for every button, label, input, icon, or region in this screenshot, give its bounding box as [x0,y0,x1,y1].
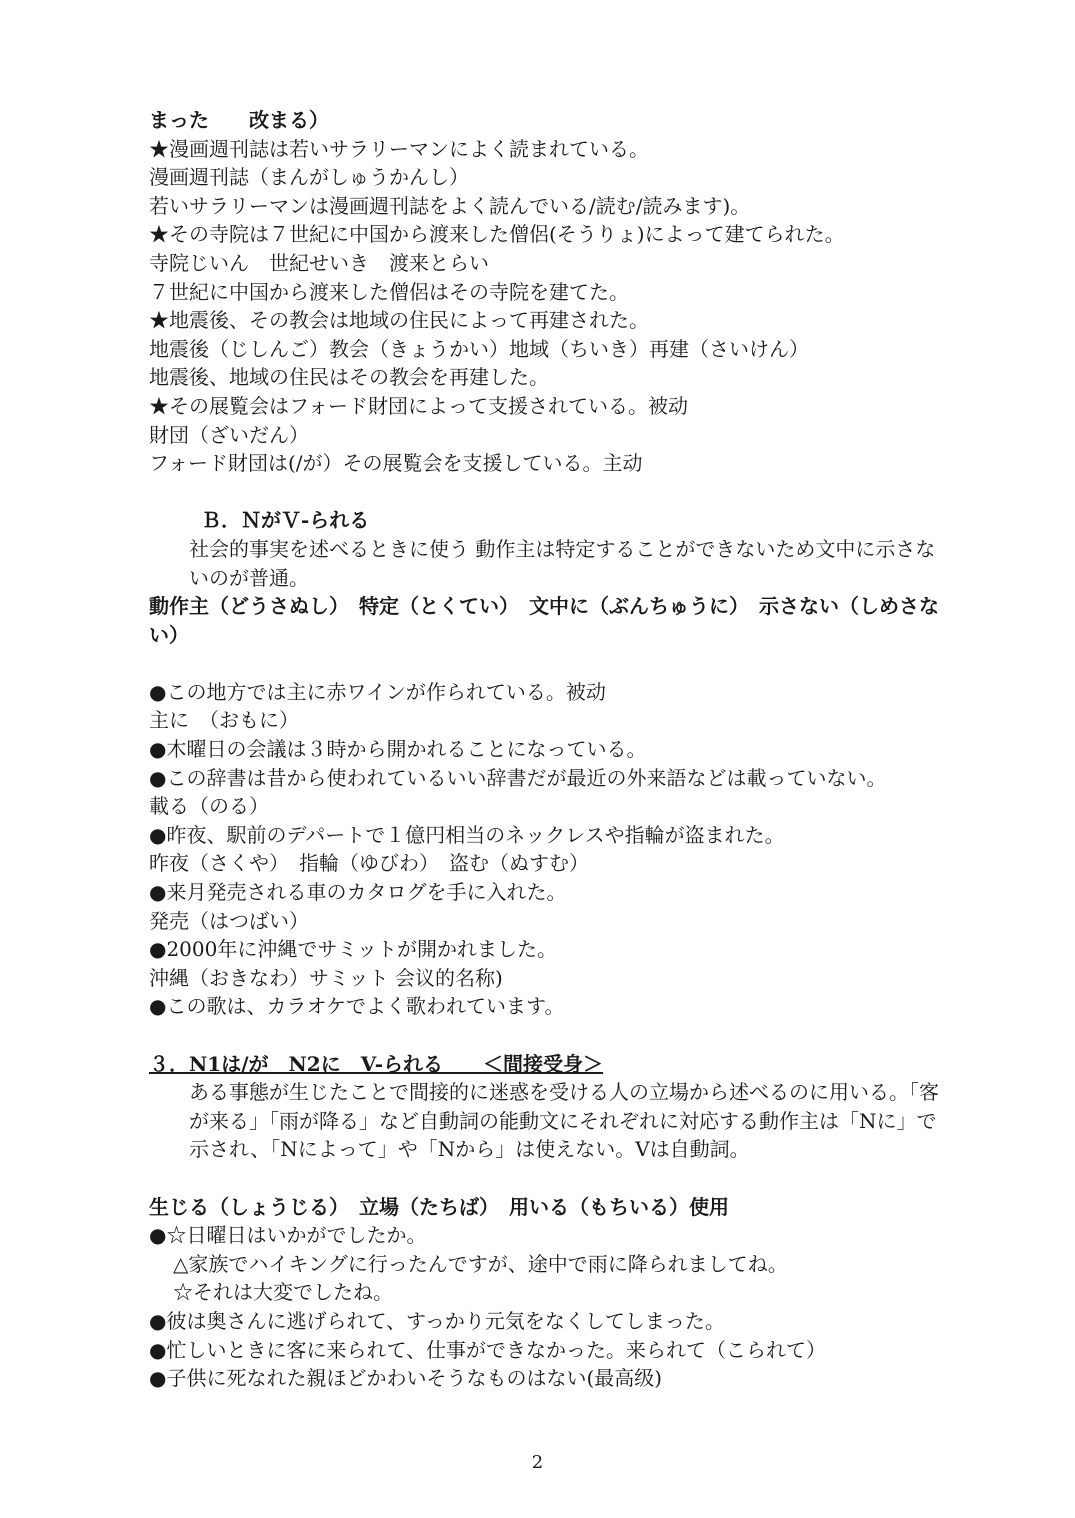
dialogue-line: ☆それは大変でしたね。 [173,1280,393,1305]
vocab-line: 昨夜（さくや） 指輪（ゆびわ） 盗む（ぬすむ） [149,851,589,876]
text-line: 地震後、地域の住民はその教会を再建した。 [149,365,549,390]
text-line: ７世紀に中国から渡来した僧侶はその寺院を建てた。 [149,279,629,304]
section-heading-b: Ｂ．ＮがＶ-られる [201,508,370,533]
document-body [149,106,939,1393]
vocab-line: 載る（のる） [149,794,269,819]
example-sentence: ●子供に死なれた親ほどかわいそうなものはない(最高级) [149,1366,663,1391]
example-sentence: ●昨夜、駅前のデパートで１億円相当のネックレスや指輪が盗まれた。 [149,822,785,847]
vocab-line: 漫画週刊誌（まんがしゅうかんし） [149,165,469,190]
example-sentence: ★その展覧会はフォード財団によって支援されている。被动 [149,393,688,418]
section-description: 社会的事実を述べるときに使う 動作主は特定することができないため文中に示さないのが普通。 [189,536,936,590]
example-sentence: ●忙しいときに客に来られて、仕事ができなかった。来られて（こられて） [149,1337,827,1362]
page-number: 2 [531,1452,544,1473]
example-sentence: ★地震後、その教会は地域の住民によって再建された。 [149,308,649,333]
example-sentence: ●彼は奥さんに逃げられて、すっかり元気をなくしてしまった。 [149,1308,725,1333]
text-line: まった 改まる） [149,108,329,132]
example-sentence: ●木曜日の会議は３時から開かれることになっている。 [149,737,647,762]
example-sentence: ●この辞書は昔から使われているいい辞書だが最近の外来語などは載っていない。 [149,765,887,790]
vocab-line: 地震後（じしんご）教会（きょうかい）地域（ちいき）再建（さいけん） [149,336,809,361]
section-description: ある事態が生じたことで間接的に迷惑を受ける人の立場から述べるのに用いる。「客が来る」「雨が降る」など自動詞の能動文にそれぞれに対応する動作主は「Nに」で示され、「Nによって」や「Nから」は使えない。Vは自動詞。 [189,1080,939,1162]
vocab-line: 沖縄（おきなわ）サミット 会议的名称) [149,965,503,990]
example-sentence: ●この歌は、カラオケでよく歌われています。 [149,994,565,1019]
vocab-line: 財団（ざいだん） [149,422,309,447]
example-sentence: ●この地方では主に赤ワインが作られている。被动 [149,679,606,704]
dialogue-line: △家族でハイキングに行ったんですが、途中で雨に降られましてね。 [173,1251,788,1276]
vocab-line-bold: 動作主（どうさぬし） 特定（とくてい） 文中に（ぶんちゅうに） 示さない（しめさない） [149,594,939,647]
example-sentence: ●来月発売される車のカタログを手に入れた。 [149,880,567,905]
text-line: 若いサラリーマンは漫画週刊誌をよく読んでいる/読む/読みます)。 [149,193,751,218]
example-sentence: ★漫画週刊誌は若いサラリーマンによく読まれている。 [149,136,649,161]
vocab-line: 主に （おもに） [149,708,299,733]
example-sentence: ●2000年に沖縄でサミットが開かれました。 [149,937,557,962]
example-sentence: ★その寺院は７世紀に中国から渡来した僧侶(そうりょ)によって建てられた。 [149,222,845,247]
vocab-line: 発売（はつばい） [149,908,309,933]
text-line: フォード財団は(/が）その展覧会を支援している。主动 [149,451,643,476]
section-heading-3-text: ３．N1は/が N2に V-られる ＜間接受身＞ [149,1051,604,1076]
vocab-line: 寺院じいん 世紀せいき 渡来とらい [149,250,489,275]
dialogue-line: ●☆日曜日はいかがでしたか。 [149,1223,427,1248]
vocab-line-bold: 生じる（しょうじる） 立場（たちば） 用いる（もちいる）使用 [149,1194,729,1219]
section-heading-3 [149,1050,939,1079]
